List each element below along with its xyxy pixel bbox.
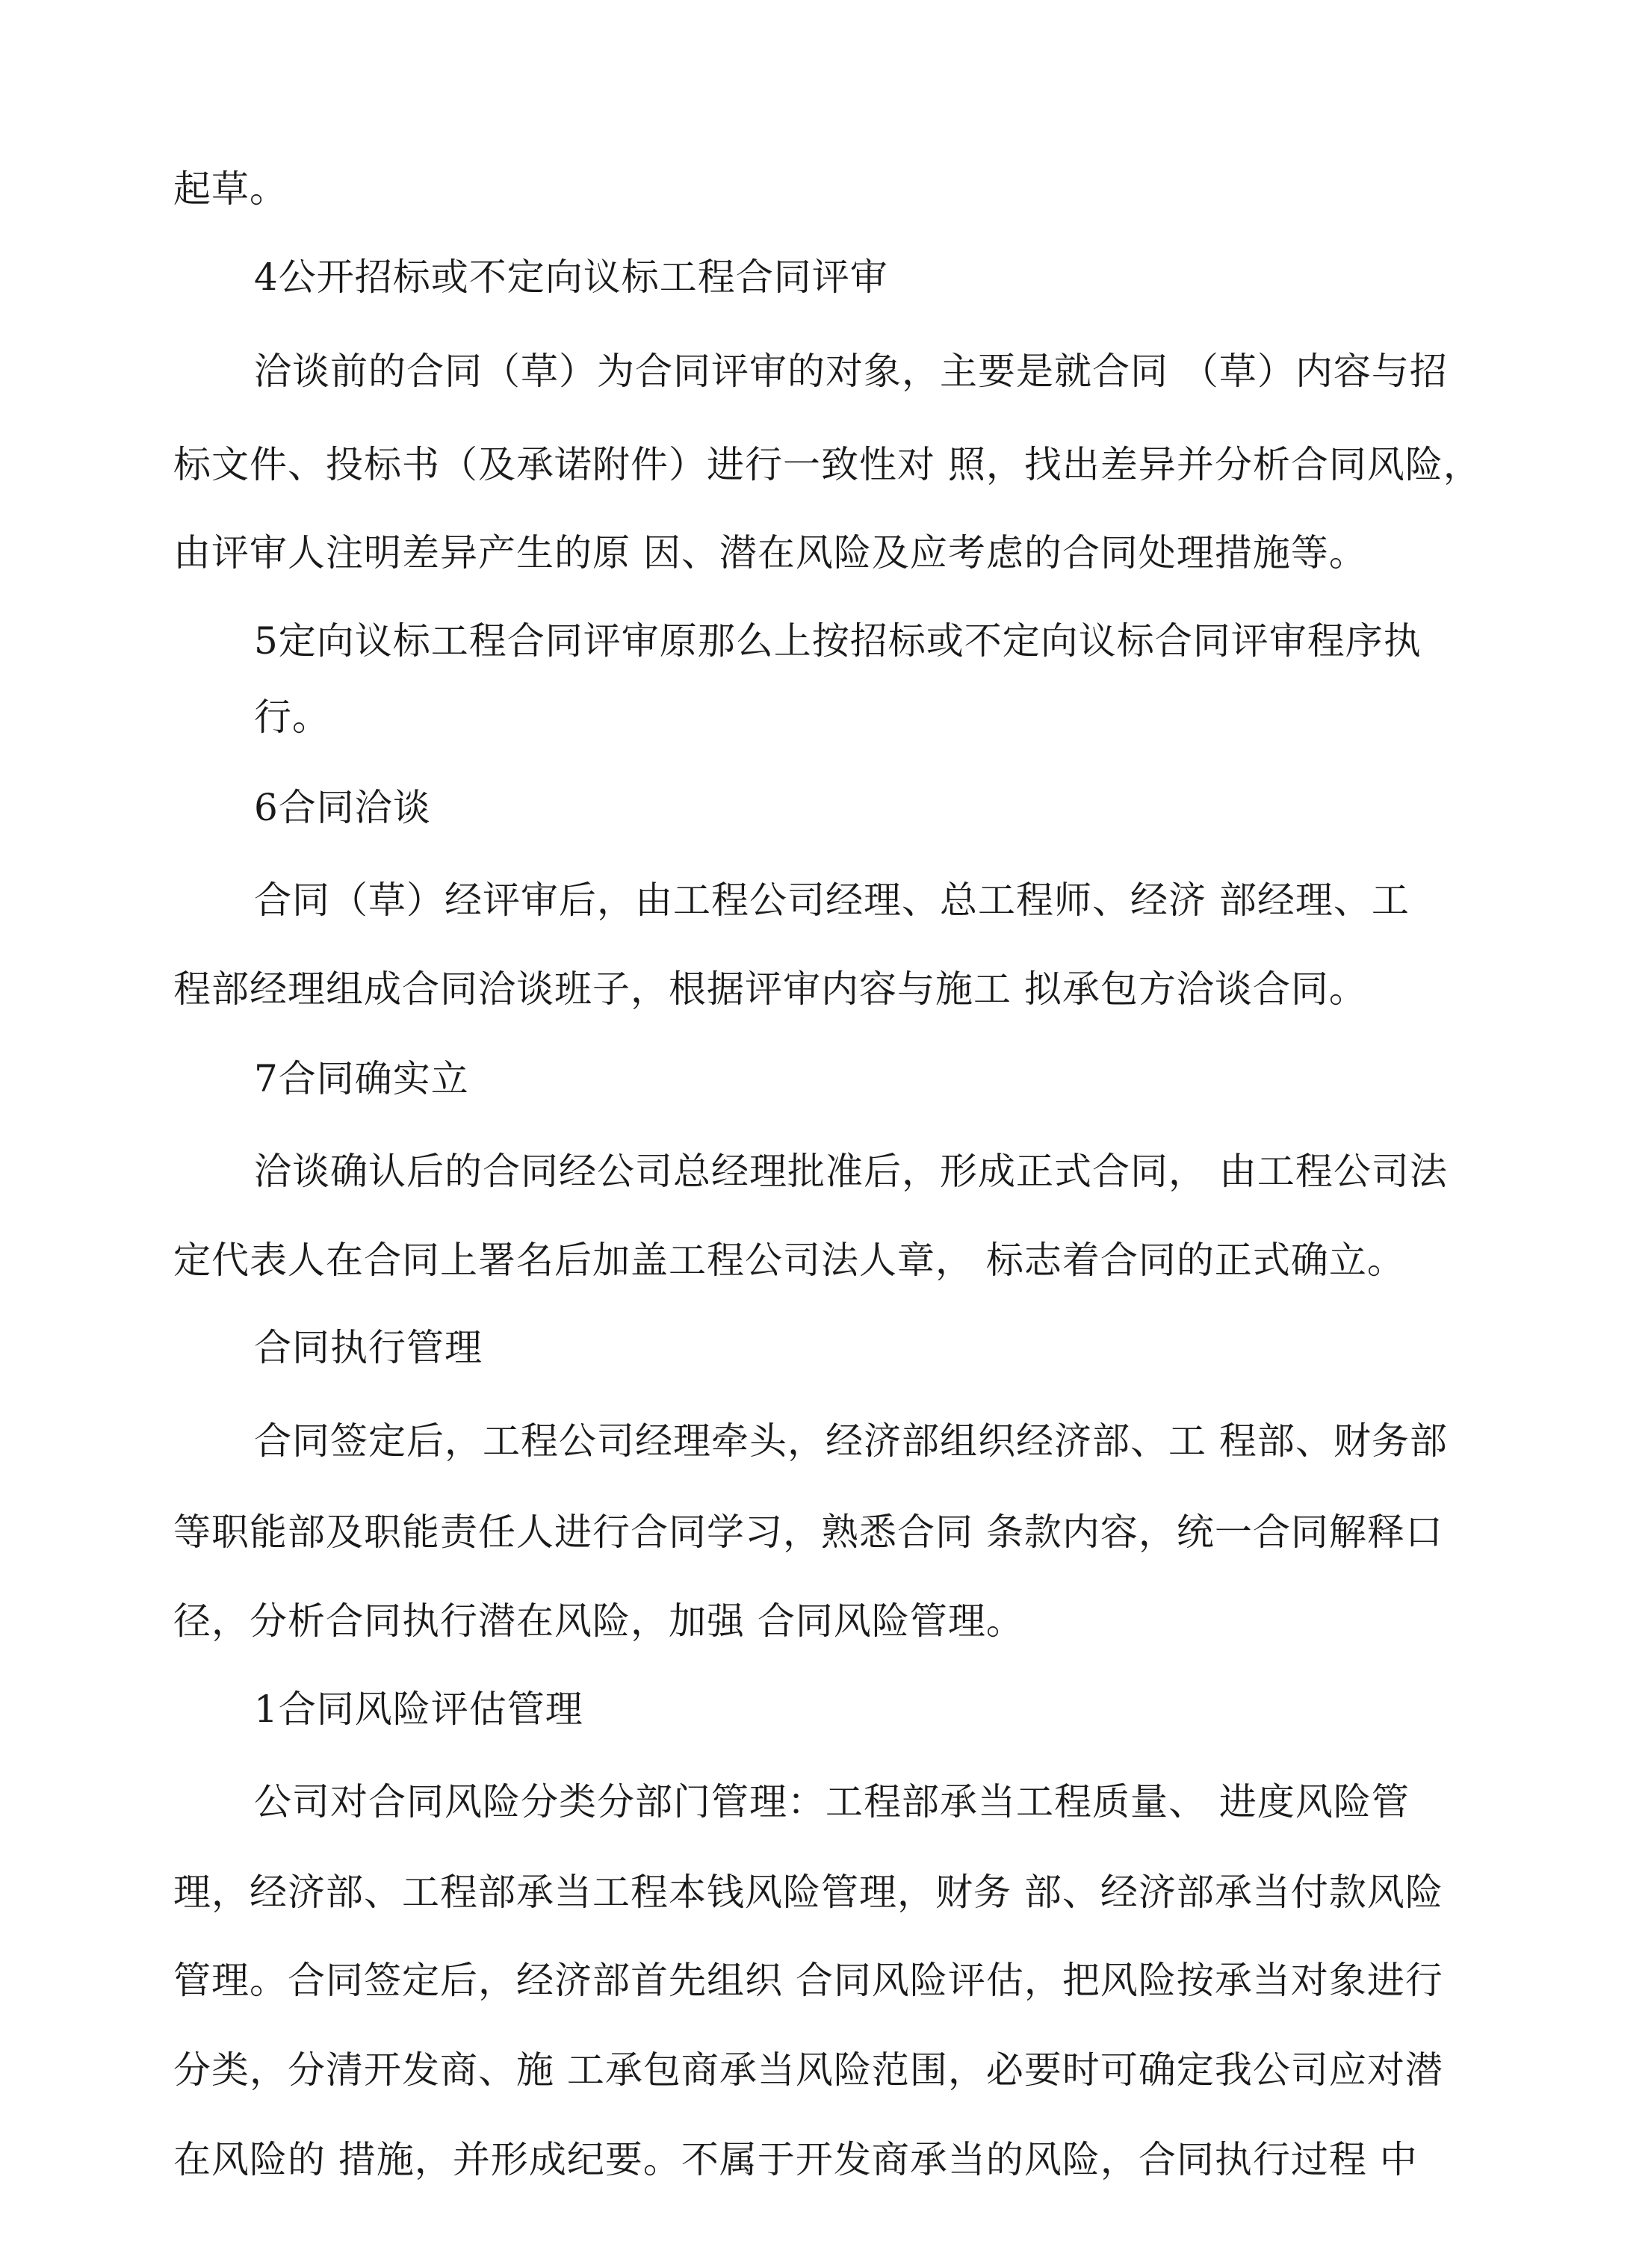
- text-line: 程部经理组成合同洽谈班子，根据评审内容与施工 拟承包方洽谈合同。: [173, 967, 1367, 1011]
- text-line: 分类，分清开发商、施 工承包商承当风险范围，必要时可确定我公司应对潜: [173, 2048, 1443, 2092]
- text-line: 标文件、投标书（及承诺附件）进行一致性对 照，找出差异并分析合同风险，: [173, 443, 1481, 486]
- text-line: 理，经济部、工程部承当工程本钱风险管理，财务 部、经济部承当付款风险: [173, 1871, 1443, 1914]
- text-line: 管理。合同签定后，经济部首先组织 合同风险评估，把风险按承当对象进行: [173, 1959, 1443, 2002]
- section-heading: 合同执行管理: [254, 1326, 483, 1369]
- text-line: 洽谈确认后的合同经公司总经理批准后，形成正式合同， 由工程公司法: [254, 1150, 1448, 1193]
- text-line: 起草。: [173, 167, 288, 211]
- text-line: 定代表人在合同上署名后加盖工程公司法人章， 标志着合同的正式确立。: [173, 1239, 1405, 1282]
- section-heading: 6合同洽谈: [254, 786, 431, 829]
- text-line: 洽谈前的合同（草）为合同评审的对象，主要是就合同 （草）内容与招: [254, 350, 1448, 393]
- text-line: 径，分析合同执行潜在风险，加强 合同风险管理。: [173, 1599, 1024, 1643]
- section-heading: 5定向议标工程合同评审原那么上按招标或不定向议标合同评审程序执: [254, 619, 1422, 663]
- text-line: 由评审人注明差异产生的原 因、潜在风险及应考虑的合同处理措施等。: [173, 531, 1367, 574]
- text-line: 公司对合同风险分类分部门管理：工程部承当工程质量、 进度风险管: [254, 1780, 1410, 1824]
- section-heading: 1合同风险评估管理: [254, 1688, 583, 1731]
- text-line: 等职能部及职能责任人进行合同学习，熟悉合同 条款内容，统一合同解释口: [173, 1511, 1443, 1554]
- section-heading: 4公开招标或不定向议标工程合同评审: [254, 255, 888, 299]
- text-line: 合同签定后，工程公司经理牵头，经济部组织经济部、工 程部、财务部: [254, 1419, 1448, 1463]
- text-line: 行。: [254, 695, 330, 739]
- text-line: 在风险的 措施，并形成纪要。不属于开发商承当的风险，合同执行过程 中: [173, 2138, 1418, 2181]
- text-line: 合同（草）经评审后，由工程公司经理、总工程师、经济 部经理、工: [254, 879, 1410, 922]
- section-heading: 7合同确实立: [254, 1057, 469, 1100]
